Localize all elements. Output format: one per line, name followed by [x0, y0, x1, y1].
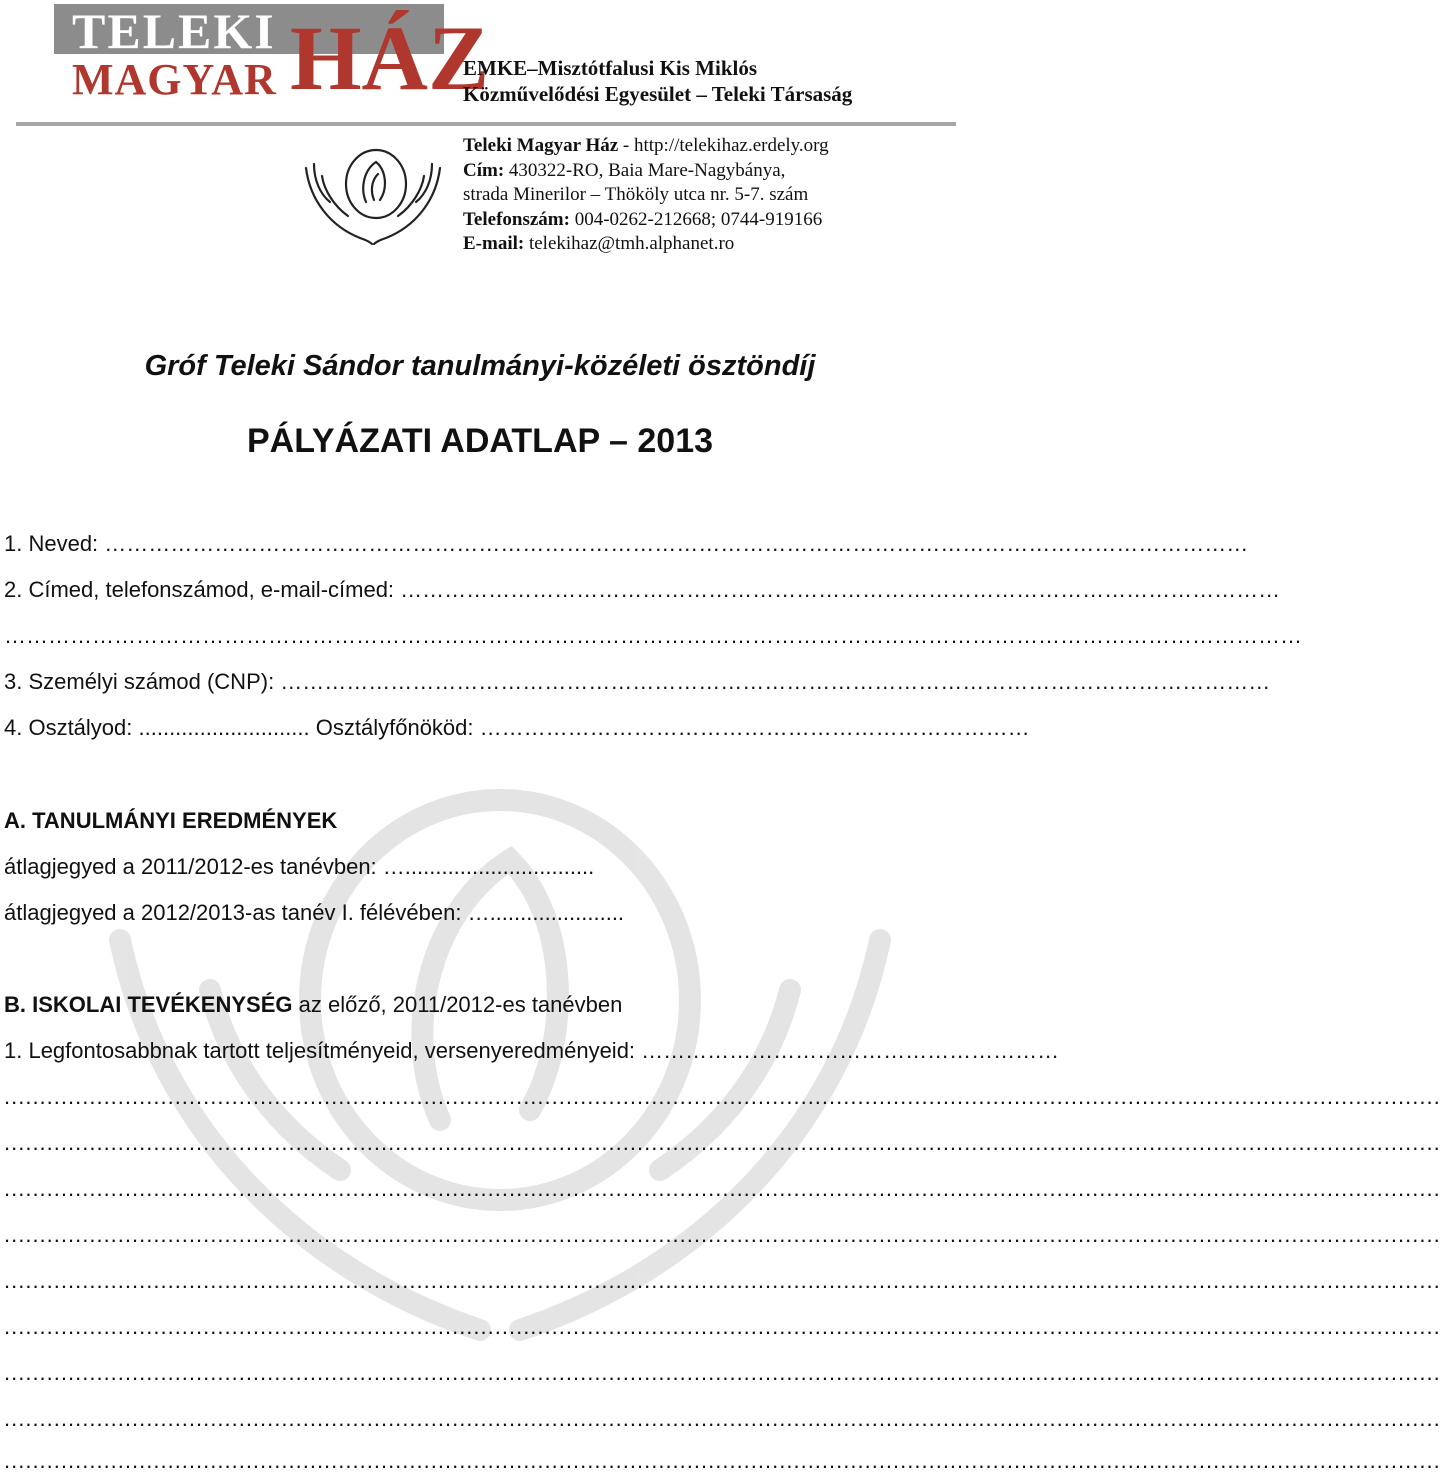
website-link[interactable]: - http://telekihaz.erdely.org [618, 135, 829, 156]
logo-word-teleki: TELEKI [72, 3, 276, 59]
answer-line[interactable]: .......................................................................................................................................................................................................... [4, 1084, 1441, 1109]
section-b-heading: B. ISKOLAI TEVÉKENYSÉG az előző, 2011/2012-es tanévben [4, 992, 623, 1017]
address-field[interactable]: 2. Címed, telefonszámod, e-mail-címed: ………………………………………………………………………………………………………… [4, 577, 1281, 602]
answer-line[interactable]: .......................................................................................................................................................................................................... [4, 1406, 1441, 1431]
contact-block [463, 134, 829, 257]
answer-line[interactable]: .......................................................................................................................................................................................................... [4, 1130, 1441, 1155]
section-a-heading: A. TANULMÁNYI EREDMÉNYEK [4, 808, 338, 833]
answer-line[interactable]: .......................................................................................................................................................................................................... [4, 1360, 1441, 1385]
achievements-field[interactable]: 1. Legfontosabbnak tartott teljesítményeid, versenyeredményeid: ………………………………………………… [4, 1038, 1060, 1063]
teleki-haz-logo [54, 3, 490, 109]
organization-name [463, 55, 852, 107]
contact-address-line-2: strada Minerilor – Thököly utca nr. 5-7. szám [463, 184, 809, 205]
average-2011-2012-field[interactable]: átlagjegyed a 2011/2012-es tanévben: …............................... [4, 854, 595, 879]
contact-phone: Telefonszám: 004-0262-212668; 0744-919166 [463, 208, 823, 230]
logo-word-magyar: MAGYAR [72, 55, 277, 104]
answer-line[interactable]: .......................................................................................................................................................................................................... [4, 1176, 1441, 1201]
answer-line[interactable]: .......................................................................................................................................................................................................... [4, 1268, 1441, 1293]
header-rule [16, 122, 956, 126]
organization-line-2: Közművelődési Egyesület – Teleki Társaság [463, 82, 853, 106]
logo-word-haz: HÁZ [290, 7, 490, 109]
organization-line-1: EMKE–Misztótfalusi Kis Miklós [463, 56, 757, 80]
head-teacher-field[interactable]: Osztályfőnököd: ………………………………………………………………… [309, 715, 1030, 740]
class-field[interactable]: 4. Osztályod: ............................ [4, 715, 310, 740]
hands-emblem-icon [300, 140, 446, 250]
name-field[interactable]: 1. Neved: ………………………………………………………………………………………………………………………………………… [4, 531, 1249, 556]
cnp-field[interactable]: 3. Személyi számod (CNP): ……………………………………………………………………………………………………………………… [4, 669, 1271, 694]
contact-address: Cím: 430322-RO, Baia Mare-Nagybánya, [463, 159, 786, 181]
email-link[interactable]: telekihaz@tmh.alphanet.ro [524, 233, 735, 254]
page-title: PÁLYÁZATI ADATLAP – 2013 [246, 422, 714, 460]
average-2012-2013-field[interactable]: átlagjegyed a 2012/2013-as tanév I. félévében: …...................... [4, 900, 625, 925]
class-row [4, 713, 1030, 743]
answer-line[interactable]: .......................................................................................................................................................................................................... [4, 1314, 1441, 1339]
scholarship-subtitle: Gróf Teleki Sándor tanulmányi-közéleti ösztöndíj [144, 350, 816, 382]
contact-email: E-mail: telekihaz@tmh.alphanet.ro [463, 233, 735, 254]
answer-line[interactable]: .......................................................................................................................................................................................................... [4, 1222, 1441, 1247]
address-field-continuation[interactable]: …………………………………………………………………………………………………………………………………………………………… [4, 623, 1302, 648]
answer-line[interactable]: .......................................................................................................................................................................................................... [4, 1448, 1441, 1473]
contact-house: Teleki Magyar Ház - http://telekihaz.erdely.org [463, 135, 829, 156]
